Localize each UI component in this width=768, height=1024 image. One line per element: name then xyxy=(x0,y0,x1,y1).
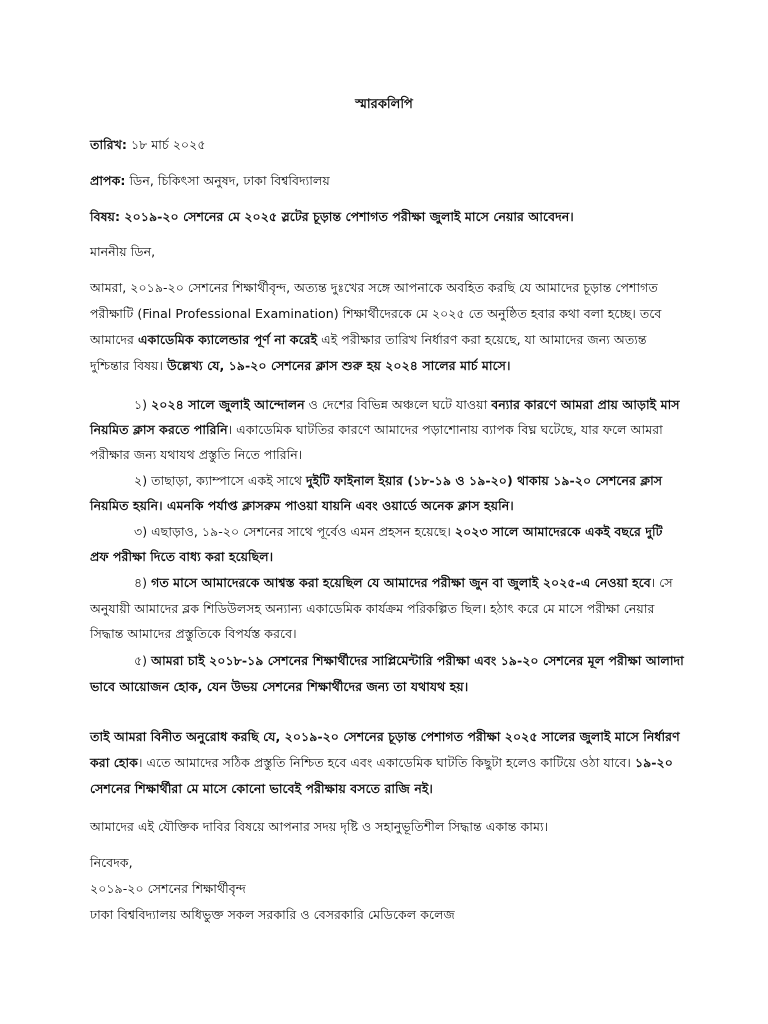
request-line-3 xyxy=(90,780,433,798)
request-emphasis: তাই আমরা বিনীত অনুরোধ করছি যে, xyxy=(90,729,285,744)
recipient-value: ডিন, চিকিৎসা অনুষদ, ঢাকা বিশ্ববিদ্যালয় xyxy=(125,173,330,188)
request-line-1 xyxy=(90,728,680,746)
closing-line: আমাদের এই যৌক্তিক দাবির বিষয়ে আপনার সদয় দৃষ্টি ও সহানুভূতিশীল সিদ্ধান্ত একান্ত কাম্য। xyxy=(90,819,549,834)
intro-text: এই পরীক্ষার তারিখ নির্ধারণ করা হয়েছে, যা আমাদের জন্য অত্যন্ত xyxy=(317,332,647,347)
request-emphasis: সেশনের শিক্ষার্থীরা মে মাসে কোনো ভাবেই পরীক্ষায় বসতে রাজি নই। xyxy=(90,781,433,796)
recipient-line xyxy=(90,172,330,190)
point-emphasis: দুইটি ফাইনাল ইয়ার (১৮-১৯ ও ১৯-২০) থাকায় ১৯-২০ সেশনের ক্লাস xyxy=(306,473,663,488)
point-2-line-2 xyxy=(90,497,514,515)
request-line-2 xyxy=(90,754,673,772)
point-text: ২) তাছাড়া, ক্যাম্পাসে একই সাথে xyxy=(134,473,307,488)
point-number: ১) xyxy=(134,397,152,412)
intro-emphasis: উল্লেখ্য যে, ১৯-২০ সেশনের ক্লাস শুরু হয় ২০২৪ সালের মার্চ মাসে। xyxy=(166,358,511,373)
signature-line-1: নিবেদক, xyxy=(90,855,133,870)
date-label: তারিখ: xyxy=(90,137,127,152)
intro-line-2: পরীক্ষাটি (Final Professional Examination) শিক্ষার্থীদেরকে মে ২০২৫ তে অনুষ্ঠিত হবার কথা বলা হচ্ছে। তবে xyxy=(90,306,662,321)
point-emphasis: ভাবে আয়োজন হোক, যেন উভয় সেশনের শিক্ষার্থীদের জন্য তা যথাযথ হয়। xyxy=(90,679,469,694)
point-number: ৫) xyxy=(134,653,152,668)
request-emphasis: ২০১৯-২০ সেশনের চূড়ান্ত পেশাগত পরীক্ষা ২০২৫ সালের জুলাই মাসে xyxy=(284,729,639,744)
point-emphasis: নিয়মিত হয়নি। এমনকি পর্যাপ্ত ক্লাসরুম পাওয়া যায়নি এবং ওয়ার্ডে অনেক ক্লাস হয়নি। xyxy=(90,498,514,513)
date-value: ১৮ মার্চ ২০২৫ xyxy=(126,137,206,152)
point-emphasis: বন্যার কারণে আমরা প্রায় আড়াই মাস xyxy=(491,397,680,412)
request-emphasis: করা হোক xyxy=(90,755,138,770)
point-emphasis: গত মাসে আমাদেরকে আশ্বস্ত করা হয়েছিল যে আমাদের পরীক্ষা জুন বা জুলাই ২০২৫-এ নেওয়া হবে xyxy=(151,575,651,590)
point-text: । সে xyxy=(650,575,673,590)
point-2-line-1 xyxy=(134,472,662,490)
intro-line-4 xyxy=(90,357,510,375)
document-title: স্মারকলিপি xyxy=(355,97,413,112)
point-text: ও দেশের বিভিন্ন অঞ্চলে ঘটে যাওয়া xyxy=(304,397,492,412)
intro-text: দুশ্চিন্তার বিষয়। xyxy=(90,358,167,373)
point-emphasis: ২০২৪ সালে জুলাই আন্দোলন xyxy=(151,397,305,412)
point-5-line-2 xyxy=(90,678,468,696)
date-line xyxy=(90,136,206,154)
point-emphasis: আমরা চাই ২০১৮-১৯ সেশনের শিক্ষার্থীদের সাপ্লিমেন্টারি পরীক্ষা এবং ১৯-২০ সেশনের মূল পরীক্ষা আলাদা xyxy=(151,653,684,668)
point-emphasis: ২০২৩ সালে আমাদেরকে একই বছরে দুটি xyxy=(454,524,663,539)
point-1-line-3: পরীক্ষার জন্য যথাযথ প্রস্তুতি নিতে পারিনি। xyxy=(90,447,303,462)
point-5-line-1 xyxy=(134,652,684,670)
intro-line-3 xyxy=(90,331,647,349)
point-text: । একাডেমিক ঘাটতির কারণে আমাদের পড়াশোনায় ব্যাপক বিঘ্ন ঘটেছে, যার ফলে আমরা xyxy=(227,422,663,437)
point-number: ৪) xyxy=(134,575,152,590)
point-3-line-2 xyxy=(90,548,273,566)
point-emphasis: নিয়মিত ক্লাস করতে পারিনি xyxy=(90,422,228,437)
point-4-line-2: অনুযায়ী আমাদের ব্লক শিডিউলসহ অন্যান্য একাডেমিক কার্যক্রম পরিকল্পিত ছিল। হঠাৎ করে মে মাসে পরীক্ষা নেয়ার xyxy=(90,601,655,616)
salutation: মাননীয় ডিন, xyxy=(90,244,156,259)
signature-line-3: ঢাকা বিশ্ববিদ্যালয় অধিভুক্ত সকল সরকারি ও বেসরকারি মেডিকেল কলেজ xyxy=(90,907,455,922)
request-emphasis: নির্ধারণ xyxy=(638,729,680,744)
subject-text: বিষয়: ২০১৯-২০ সেশনের মে ২০২৫ স্লটের চূড়ান্ত পেশাগত পরীক্ষা জুলাই মাসে নেয়ার আবেদন। xyxy=(90,209,574,224)
subject-line xyxy=(90,208,574,226)
intro-line-1: আমরা, ২০১৯-২০ সেশনের শিক্ষার্থীবৃন্দ, অত্যন্ত দুঃখের সঙ্গে আপনাকে অবহিত করছি যে আমাদের চূড়ান্ত পেশাগত xyxy=(90,280,658,295)
request-emphasis: ১৯-২০ xyxy=(634,755,673,770)
point-4-line-1 xyxy=(134,574,673,592)
request-text: । এতে আমাদের সঠিক প্রস্তুতি নিশ্চিত হবে এবং একাডেমিক ঘাটতি কিছুটা হলেও কাটিয়ে ওঠা যাবে। xyxy=(137,755,635,770)
point-1-line-1 xyxy=(134,396,680,414)
point-emphasis: প্রফ পরীক্ষা দিতে বাধ্য করা হয়েছিল। xyxy=(90,549,274,564)
signature-line-2: ২০১৯-২০ সেশনের শিক্ষার্থীবৃন্দ xyxy=(90,881,246,896)
point-text: ৩) এছাড়াও, ১৯-২০ সেশনের সাথে পূর্বেও এমন প্রহসন হয়েছে। xyxy=(134,524,455,539)
intro-emphasis: একাডেমিক ক্যালেন্ডার পূর্ণ না করেই xyxy=(137,332,318,347)
point-1-line-2 xyxy=(90,421,663,439)
recipient-label: প্রাপক: xyxy=(90,173,126,188)
point-3-line-1 xyxy=(134,523,662,541)
intro-text: আমাদের xyxy=(90,332,138,347)
point-4-line-3: সিদ্ধান্ত আমাদের প্রস্তুতিকে বিপর্যস্ত করবে। xyxy=(90,626,297,641)
